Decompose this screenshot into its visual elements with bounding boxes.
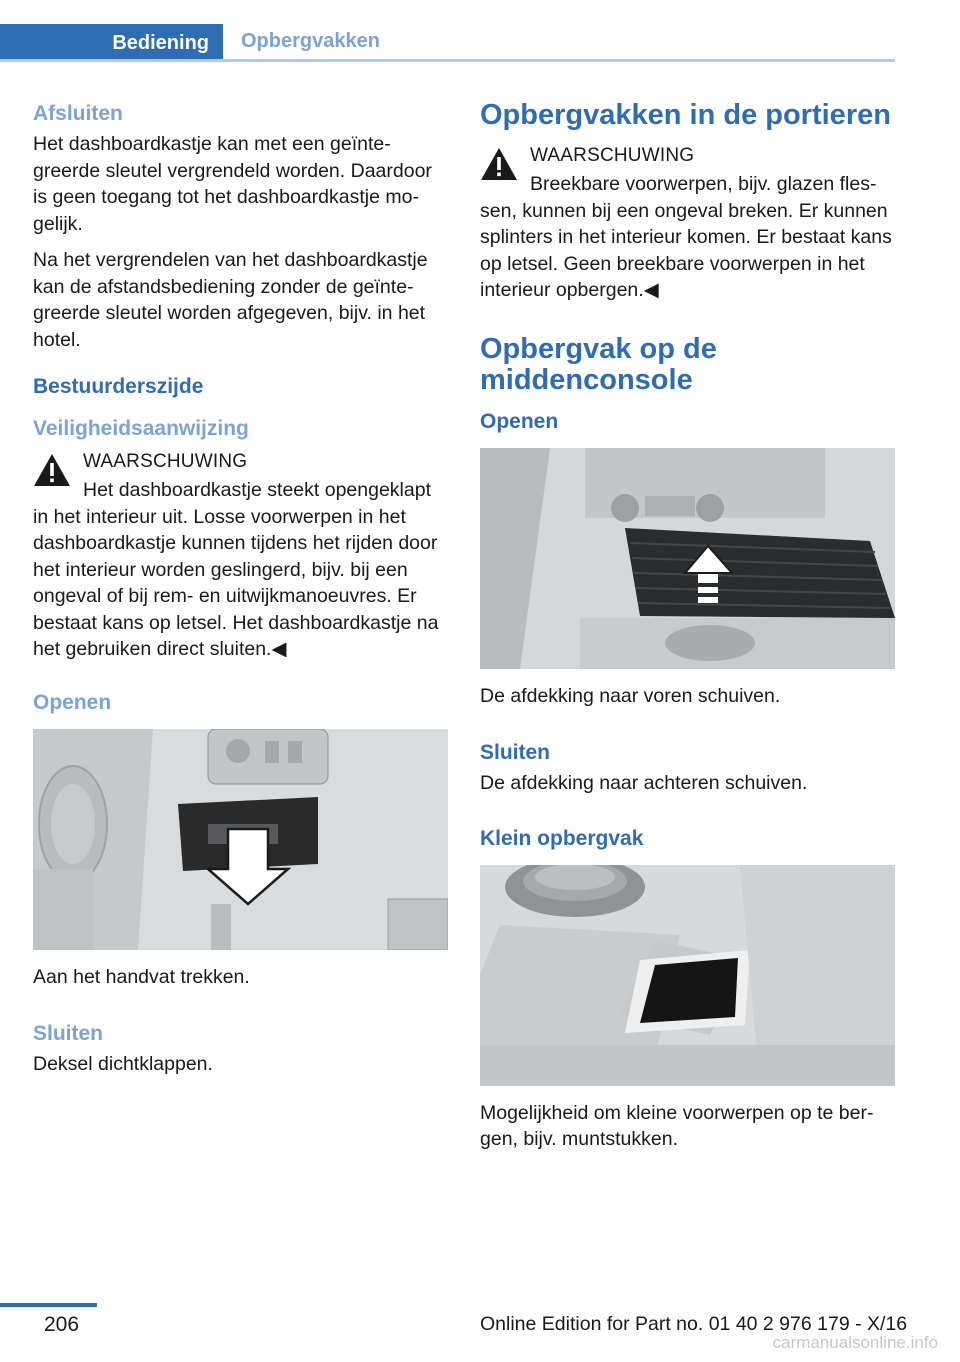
small-compartment-image xyxy=(480,865,895,1086)
page-header xyxy=(0,24,895,62)
heading-sluiten: Sluiten xyxy=(480,741,551,764)
heading-sluiten: Sluiten xyxy=(33,1022,104,1045)
caption-klein-opbergvak: Mogelijkheid om kleine voorwerpen op te bergen, bijv. muntstukken. xyxy=(480,1101,874,1150)
heading-veiligheidsaanwijzing: Veiligheidsaanwijzing xyxy=(33,417,249,440)
caption-openen: Aan het handvat trekken. xyxy=(33,965,250,988)
warning-text: Breekbare voorwerpen, bijv. glazen flessen, kunnen bij een ongeval breken. Er kunnen splinters in het interieur komen. Er bestaat kans op letsel. Geen breekbare voorwerpen in het interieur opbergen.◀ xyxy=(480,173,892,301)
warning-block xyxy=(33,449,448,663)
glovebox-image xyxy=(33,729,448,950)
heading-bestuurderszijde: Bestuurderszijde xyxy=(33,375,204,398)
paragraph-afsluiten-2: Na het vergrendelen van het dashboardkastje kan de afstandsbediening zonder de geïntegreerde sleutel worden afgegeven, bijv. in het hotel. xyxy=(33,249,428,351)
caption-sluiten: De afdekking naar achteren schuiven. xyxy=(480,772,808,794)
center-console-image xyxy=(480,448,895,669)
warning-triangle-icon xyxy=(33,453,71,487)
edition-text: Online Edition for Part no. 01 40 2 976 179 - X/16 xyxy=(480,1313,908,1335)
caption-sluiten: Deksel dichtklappen. xyxy=(33,1053,213,1075)
warning-triangle-icon xyxy=(480,147,518,181)
header-rule xyxy=(0,59,895,62)
page-number: 206 xyxy=(44,1313,80,1336)
heading-afsluiten: Afsluiten xyxy=(33,102,123,125)
warning-label: WAARSCHUWING xyxy=(83,451,248,472)
heading-openen: Openen xyxy=(33,690,112,714)
tab-bediening[interactable]: Bediening xyxy=(0,24,223,62)
heading-opbergvak-middenconsole: Opbergvak op de middenconsole xyxy=(480,332,717,396)
warning-text: Het dashboardkastje steekt opengeklapt in het interieur uit. Losse voorwerpen in het dashboardkastje kunnen tijdens het rijden door het interieur worden geslingerd, bijv. bij een ongeval of bij rem- en uitwijkmanoeuvres. Er bestaat kans op letsel. Het dashboardkastje na het gebruiken direct sluiten.◀ xyxy=(33,479,439,660)
tab-opbergvakken[interactable]: Opbergvakken xyxy=(241,30,380,52)
warning-block-portieren xyxy=(480,143,896,304)
heading-openen: Openen xyxy=(480,409,559,433)
paragraph-afsluiten-1: Het dashboardkastje kan met een geïntegreerde sleutel vergrendeld worden. Daardoor is geen toegang tot het dashboardkastje mogelijk. xyxy=(33,133,432,235)
caption-openen: De afdekking naar voren schuiven. xyxy=(480,684,781,707)
warning-label: WAARSCHUWING xyxy=(530,145,695,166)
left-column xyxy=(33,100,448,1088)
heading-klein-opbergvak: Klein opbergvak xyxy=(480,826,644,850)
watermark: carmanualsonline.info xyxy=(772,1333,938,1352)
heading-opbergvakken-portieren: Opbergvakken in de portieren xyxy=(480,99,891,131)
footer-rule xyxy=(0,1303,97,1307)
right-column xyxy=(480,100,896,1163)
